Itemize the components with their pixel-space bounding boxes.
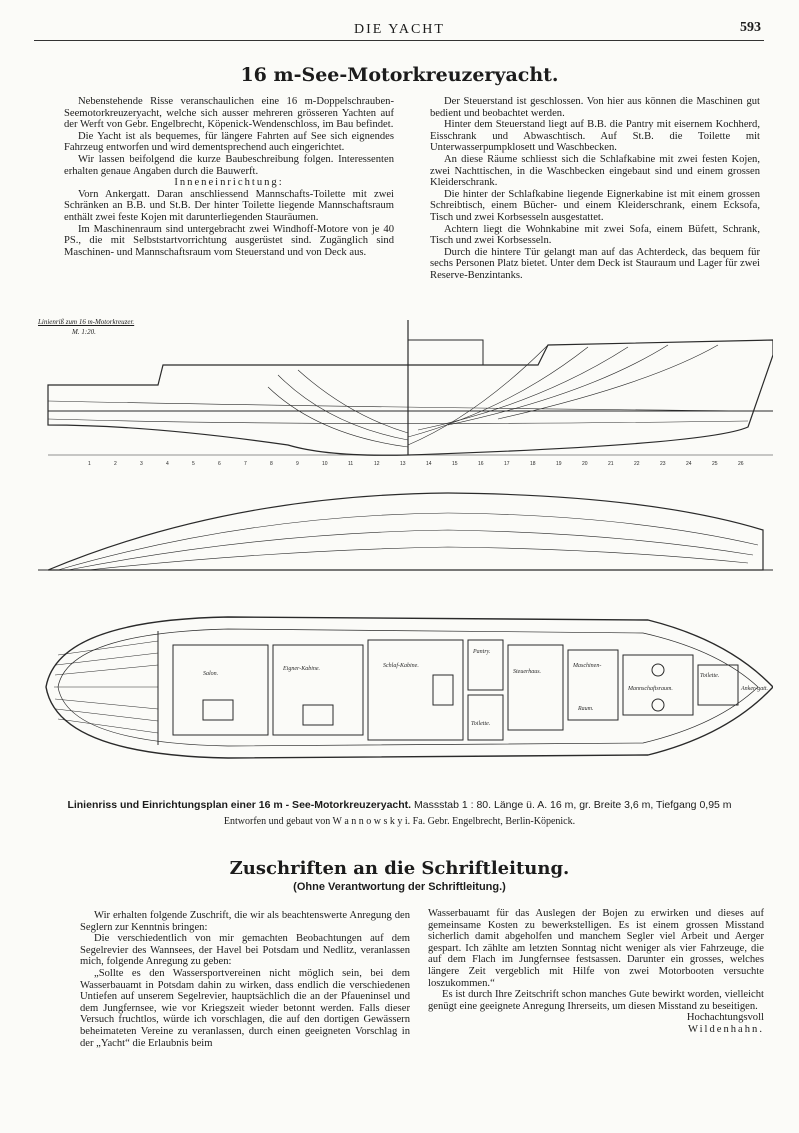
- room-label-ankergatt: Anker-gatt.: [741, 686, 769, 692]
- room-label-toilette-forward: Toilette.: [700, 673, 720, 679]
- station-number: 26: [738, 461, 744, 467]
- station-number: 4: [166, 461, 169, 467]
- article-column-right: [430, 96, 760, 282]
- paragraph: Wir lassen beifolgend die kurze Baubeschreibung folgen. Interessenten erhalten genaue Angaben durch die Bauwerft.: [64, 153, 394, 177]
- room-label-pantry: Pantry.: [473, 649, 491, 655]
- paragraph: Nebenstehende Risse veranschaulichen eine 16 m-Doppelschrauben-Seemotorkreuzeryacht, welche sich ausser mehreren grösseren Yachten auf der Werft von Gebr. Engelbrecht, Köpenick-Wendenschloss, im Bau befindet.: [64, 96, 394, 131]
- figure-credit: Entworfen und gebaut von W a n n o w s k y i. Fa. Gebr. Engelbrecht, Berlin-Köpenick.: [223, 816, 576, 827]
- room-label-raum: Raum.: [578, 706, 594, 712]
- letter-column-right: [428, 908, 764, 1036]
- paragraph: „Sollte es den Wassersportvereinen nicht möglich sein, bei dem Wasserbauamt in Potsdam dahin zu wirken, dass endlich die verschiedenen Untiefen auf unserem Segelrevier, hauptsächlich die an der Pfaueninsel und dem Jungfernsee, wie vor Kriegszeit wieder betonnt werden. Falls dieser Versuch fruchtlos, würde ich vorschlagen, die auf den dortigen Gewässern beheimateten Vereine zu veranlassen, durch einen geeigneten Vorschlag in der „Yacht“ die Erlaubnis beim: [80, 967, 410, 1049]
- station-number: 21: [608, 461, 614, 467]
- paragraph: Wir erhalten folgende Zuschrift, die wir als beachtenswerte Anregung den Seglern zur Kenntnis bringen:: [80, 910, 410, 933]
- station-number: 23: [660, 461, 666, 467]
- station-number: 17: [504, 461, 510, 467]
- signature: Wildenhahn.: [688, 1023, 764, 1035]
- paragraph: Achtern liegt die Wohnkabine mit zwei Sofa, einem Büfett, Schrank, Tisch und zwei Korbsesseln.: [430, 223, 760, 247]
- room-label-salon: Salon.: [203, 671, 219, 677]
- half-breadth-view: [38, 493, 773, 570]
- paragraph: Durch die hintere Tür gelangt man auf das Achterdeck, das bequem für sechs Personen Platz bietet. Unter dem Deck ist Stauraum und Lager für zwei Reserve-Benzintanks.: [430, 246, 760, 281]
- paragraph: Die hinter der Schlafkabine liegende Eignerkabine ist mit einem grossen Schreibtisch, einem Bücher- und einem Kleiderschrank, einem Ecksofa, Tisch und zwei Korbsesseln ausgestattet.: [430, 188, 760, 223]
- drawing-label: Linienriß zum 16 m-Motorkreuzer.: [38, 318, 135, 326]
- caption-dimensions: Massstab 1 : 80. Länge ü. A. 16 m, gr. Breite 3,6 m, Tiefgang 0,95 m: [414, 799, 732, 811]
- yacht-plan-drawing: [28, 315, 773, 790]
- section-title: Zuschriften an die Schriftleitung.: [229, 858, 570, 879]
- station-number: 22: [634, 461, 640, 467]
- paragraph: Im Maschinenraum sind untergebracht zwei Windhoff-Motore von je 40 PS., die mit Selbststartvorrichtung ausgerüstet sind. Zugänglich sind Maschinen- und Mannschaftsraum vom Steuerstand und von Deck aus.: [64, 223, 394, 258]
- room-label-toilette: Toilette.: [471, 721, 491, 727]
- running-title: DIE YACHT: [354, 22, 445, 37]
- station-number: 13: [400, 461, 406, 467]
- article-column-left: [64, 96, 394, 258]
- station-number: 2: [114, 461, 117, 467]
- station-number: 1: [88, 461, 91, 467]
- closing-line: Hochachtungsvoll: [686, 1012, 764, 1024]
- paragraph: An diese Räume schliesst sich die Schlafkabine mit zwei festen Kojen, zwei Nachttischen, in die Waschbecken eingebaut sind und einem grossen Kleiderschrank.: [430, 153, 760, 189]
- drawing-scale: M. 1:20.: [72, 328, 96, 336]
- room-label-steuerhaus: Steuerhaus.: [513, 669, 542, 675]
- room-label-eigner: Eigner-Kabine.: [283, 666, 321, 672]
- profile-view: [48, 320, 773, 455]
- station-number: 20: [582, 461, 588, 467]
- station-number: 3: [140, 461, 143, 467]
- paragraph: Vorn Ankergatt. Daran anschliessend Mannschafts-Toilette mit zwei Schränken an B.B. und St.B. Der hinter Toilette liegende Mannschaftsraum enthält zwei feste Kojen mit darunterliegenden Stauräumen.: [64, 188, 394, 223]
- page-number: 593: [740, 20, 761, 35]
- station-number: 16: [478, 461, 484, 467]
- letter-column-left: [80, 910, 410, 1049]
- paragraph: Wasserbauamt für das Auslegen der Bojen zu erwirken und dieses auf gemeinsame Kosten zu bewerkstelligen. Es ist einem grossen Misstand sicherlich damit abgeholfen und manchem Segler viel Arbeit und Aerger gespart. Ich zählte am letzten Sonntag nicht weniger als vier Fahrzeuge, die auf dem Flach im Jungfernsee festsassen. Darunter ein grosses, welches längere Zeit vergeblich mit Hilfe von zwei Motorbooten versuchte loszukommen.“: [428, 908, 764, 989]
- station-number: 8: [270, 461, 273, 467]
- figure-caption: [0, 799, 799, 811]
- section-subtitle: (Ohne Verantwortung der Schriftleitung.): [293, 881, 506, 893]
- station-number: 5: [192, 461, 195, 467]
- station-number: 24: [686, 461, 692, 467]
- station-number: 11: [348, 461, 354, 467]
- station-number: 9: [296, 461, 299, 467]
- station-number: 12: [374, 461, 380, 467]
- station-number: 18: [530, 461, 536, 467]
- station-number: 6: [218, 461, 221, 467]
- paragraph: Die verschiedentlich von mir gemachten Beobachtungen auf dem Segelrevier des Wannsees, der Havel bei Potsdam und Nedlitz, veranlassen mich, folgende Anregung zu geben:: [80, 933, 410, 968]
- room-label-schlaf: Schlaf-Kabine.: [383, 663, 419, 669]
- section-heading: Inneneinrichtung:: [174, 177, 284, 189]
- station-number: 19: [556, 461, 562, 467]
- paragraph: Der Steuerstand ist geschlossen. Von hier aus können die Maschinen gut bedient und beobachtet werden.: [430, 96, 760, 119]
- caption-bold: Linienriss und Einrichtungsplan einer 16 m - See-Motorkreuzeryacht.: [67, 799, 412, 811]
- station-number: 25: [712, 461, 718, 467]
- paragraph: Die Yacht ist als bequemes, für längere Fahrten auf See sich eignendes Fahrzeug entworfen und wird dementsprechend auch eingerichtet.: [64, 130, 394, 154]
- room-label-maschinen: Maschinen-: [573, 663, 602, 669]
- paragraph: Es ist durch Ihre Zeitschrift schon manches Gute bewirkt worden, vielleicht genügt eine geeignete Anregung Ihrerseits, um diesen Misstand zu beseitigen.: [428, 989, 764, 1012]
- station-number: 14: [426, 461, 432, 467]
- article-title: 16 m-See-Motorkreuzeryacht.: [240, 64, 559, 86]
- header-rule: [34, 40, 764, 41]
- station-number: 15: [452, 461, 458, 467]
- room-label-mannschaft: Mannschaftsraum.: [628, 686, 673, 692]
- station-number: 10: [322, 461, 328, 467]
- paragraph: Hinter dem Steuerstand liegt auf B.B. die Pantry mit eisernem Kochherd, Eisschrank und Abwaschtisch. Auf St.B. die Toilette mit Unterwasserpumpklosett und Waschbecken.: [430, 119, 760, 154]
- station-number: 7: [244, 461, 247, 467]
